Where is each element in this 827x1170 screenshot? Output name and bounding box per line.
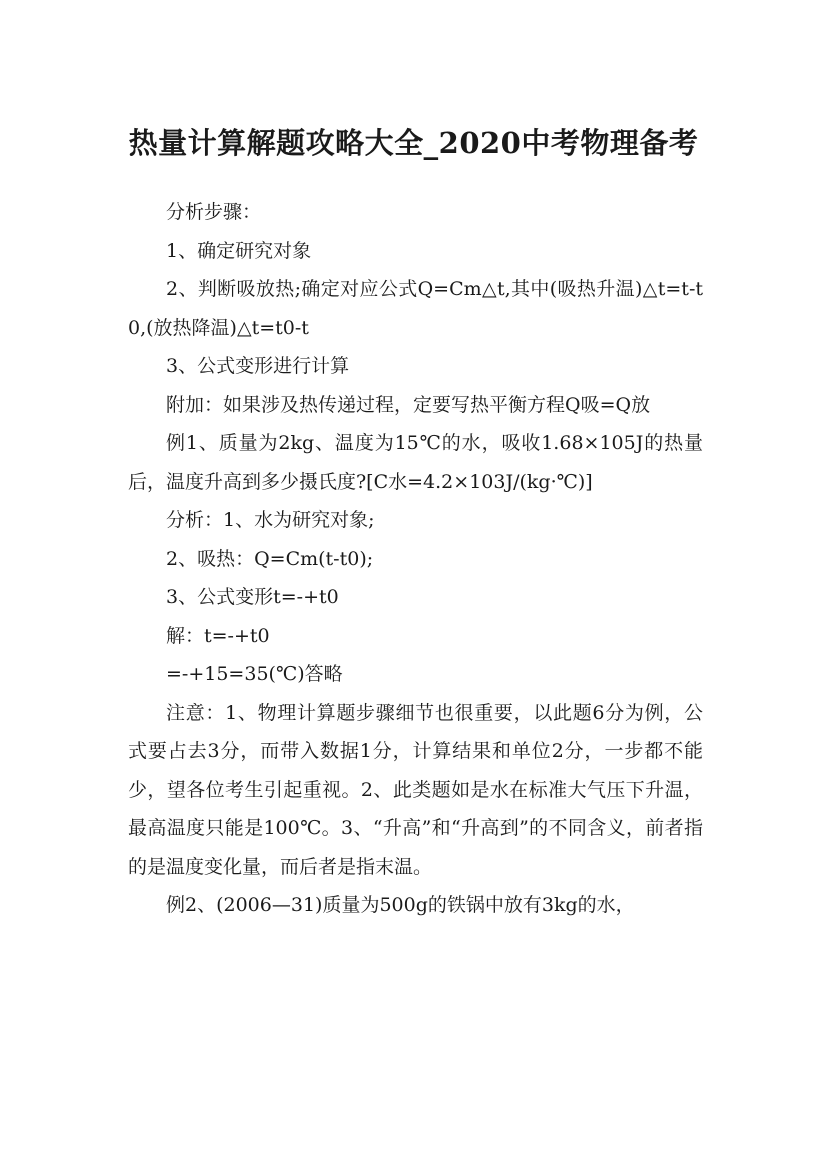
paragraph-analysis-steps-heading: 分析步骤：	[166, 201, 262, 223]
paragraph-addendum: 附加：如果涉及热传递过程，定要写热平衡方程Q吸=Q放	[166, 393, 651, 416]
paragraph-example-1-result: =-+15=35(℃)答略	[166, 663, 343, 685]
paragraph-example-1-formula: 3、公式变形t=-+t0	[166, 586, 339, 608]
paragraph-step-3: 3、公式变形进行计算	[166, 355, 350, 377]
paragraph-step-2: 2、判断吸放热;确定对应公式Q=Cm△t,其中(吸热升温)△t=t-t0,(放热降温)△t=t0-t	[128, 278, 703, 339]
paragraph-note: 注意：1、物理计算题步骤细节也很重要，以此题6分为例，公式要占去3分，而带入数据1分，计算结果和单位2分，一步都不能少，望各位考生引起重视。2、此类题如是水在标准大气压下升温，最高温度只能是100℃。3、“升高”和“升高到”的不同含义，前者指的是温度变化量，而后者是指末温。	[128, 701, 703, 878]
document-title: 热量计算解题攻略大全_2020中考物理备考	[128, 126, 699, 161]
paragraph-example-1-heat: 2、吸热：Q=Cm(t-t0);	[166, 547, 374, 570]
paragraph-example-1-solution: 解：t=-+t0	[166, 624, 270, 647]
document-body	[128, 193, 703, 925]
paragraph-example-2: 例2、(2006—31)质量为500g的铁锅中放有3kg的水，	[166, 894, 635, 916]
paragraph-step-1: 1、确定研究对象	[166, 239, 312, 262]
paragraph-example-1-analysis: 分析：1、水为研究对象;	[166, 509, 375, 531]
paragraph-example-1: 例1、质量为2kg、温度为15℃的水，吸收1.68×105J的热量后，温度升高到多少摄氏度?[C水=4.2×103J/(kg·℃)]	[128, 432, 703, 493]
